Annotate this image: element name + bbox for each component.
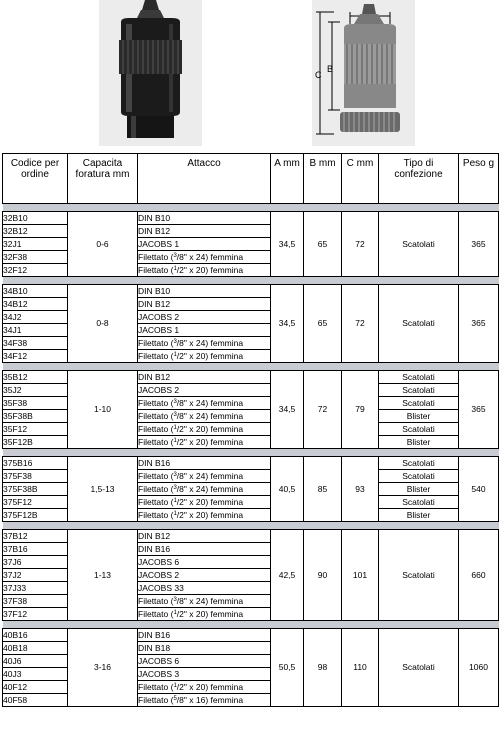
order-code: 40F58 (3, 694, 68, 707)
order-code: 37J33 (3, 582, 68, 595)
package-type-cell: Scatolati (379, 470, 459, 483)
attachment-cell: Filettato ($^3$/8" x 24) femmina (138, 410, 271, 423)
attachment-cell: Filettato ($^1$/2" x 20) femmina (138, 350, 271, 363)
order-code: 375F38B (3, 483, 68, 496)
attachment-cell: DIN B12 (138, 371, 271, 384)
weight-cell: 365 (459, 285, 499, 363)
attachment-cell: Filettato ($^1$/2" x 20) femmina (138, 681, 271, 694)
order-code: 32F38 (3, 251, 68, 264)
capacity-cell: 3-16 (68, 629, 138, 707)
attachment-cell: JACOBS 2 (138, 384, 271, 397)
order-code: 375F12 (3, 496, 68, 509)
attachment-cell: DIN B10 (138, 212, 271, 225)
table-row (3, 629, 499, 642)
table-row (3, 212, 499, 225)
attachment-cell: DIN B12 (138, 225, 271, 238)
header-codice: Codice per ordine (3, 154, 68, 204)
capacity-cell: 1,5-13 (68, 457, 138, 522)
dim-c-cell: 72 (342, 212, 379, 277)
package-type-cell: Scatolati (379, 530, 459, 621)
header-a: A mm (271, 154, 304, 204)
attachment-cell: DIN B18 (138, 642, 271, 655)
order-code: 375F38 (3, 470, 68, 483)
chuck-photo (99, 0, 202, 146)
attachment-cell: Filettato ($^1$/2" x 20) femmina (138, 496, 271, 509)
order-code: 40J3 (3, 668, 68, 681)
separator-cell (3, 204, 499, 212)
package-type-cell: Blister (379, 410, 459, 423)
dim-a-cell: 34,5 (271, 212, 304, 277)
table-body (3, 204, 499, 707)
order-code: 40J6 (3, 655, 68, 668)
attachment-cell: DIN B12 (138, 298, 271, 311)
table-row (3, 457, 499, 470)
separator-cell (3, 277, 499, 285)
attachment-cell: Filettato ($^3$/8" x 24) femmina (138, 470, 271, 483)
attachment-cell: JACOBS 2 (138, 311, 271, 324)
order-code: 40B16 (3, 629, 68, 642)
group-separator (3, 204, 499, 212)
group-separator (3, 363, 499, 371)
dimension-drawing (312, 0, 415, 146)
order-code: 375B16 (3, 457, 68, 470)
dim-c-cell: 101 (342, 530, 379, 621)
attachment-cell: JACOBS 2 (138, 569, 271, 582)
order-code: 35B12 (3, 371, 68, 384)
attachment-cell: DIN B12 (138, 530, 271, 543)
dim-a-cell: 42,5 (271, 530, 304, 621)
header-peso: Peso g (459, 154, 499, 204)
weight-cell: 365 (459, 371, 499, 449)
dim-c-cell: 93 (342, 457, 379, 522)
attachment-cell: Filettato ($^3$/8" x 24) femmina (138, 483, 271, 496)
dim-a-cell: 34,5 (271, 371, 304, 449)
attachment-cell: JACOBS 33 (138, 582, 271, 595)
attachment-cell: Filettato ($^1$/2" x 20) femmina (138, 436, 271, 449)
package-type-cell: Scatolati (379, 629, 459, 707)
order-code: 35F38 (3, 397, 68, 410)
attachment-cell: JACOBS 1 (138, 238, 271, 251)
attachment-cell: Filettato ($^1$/2" x 20) femmina (138, 423, 271, 436)
package-type-cell: Scatolati (379, 371, 459, 384)
attachment-cell: Filettato ($^3$/8" x 24) femmina (138, 595, 271, 608)
capacity-cell: 0-6 (68, 212, 138, 277)
order-code: 35F38B (3, 410, 68, 423)
dim-b-cell: 98 (304, 629, 342, 707)
order-code: 375F12B (3, 509, 68, 522)
table-row (3, 371, 499, 384)
order-code: 37J2 (3, 569, 68, 582)
attachment-cell: JACOBS 6 (138, 556, 271, 569)
package-type-cell: Scatolati (379, 496, 459, 509)
attachment-cell: Filettato ($^5$/8" x 16) femmina (138, 694, 271, 707)
order-code: 34B12 (3, 298, 68, 311)
dim-a-cell: 50,5 (271, 629, 304, 707)
separator-cell (3, 621, 499, 629)
order-code: 32B12 (3, 225, 68, 238)
table-header-row (3, 154, 499, 204)
header-capacita: Capacita foratura mm (68, 154, 138, 204)
attachment-cell: Filettato ($^3$/8" x 24) femmina (138, 251, 271, 264)
package-type-cell: Scatolati (379, 457, 459, 470)
order-code: 32J1 (3, 238, 68, 251)
dim-a-cell: 34,5 (271, 285, 304, 363)
weight-cell: 540 (459, 457, 499, 522)
order-code: 37J6 (3, 556, 68, 569)
order-code: 34F38 (3, 337, 68, 350)
dim-a-cell: 40,5 (271, 457, 304, 522)
separator-cell (3, 522, 499, 530)
order-code: 34J1 (3, 324, 68, 337)
attachment-cell: JACOBS 1 (138, 324, 271, 337)
table-row (3, 285, 499, 298)
product-images (0, 0, 500, 150)
dim-b-cell: 72 (304, 371, 342, 449)
header-b: B mm (304, 154, 342, 204)
dim-b-cell: 90 (304, 530, 342, 621)
chuck-dimension-illustration (312, 0, 415, 146)
label-c: C (315, 70, 322, 80)
package-type-cell: Scatolati (379, 212, 459, 277)
attachment-cell: DIN B16 (138, 629, 271, 642)
dim-c-cell: 110 (342, 629, 379, 707)
header-attacco: Attacco (138, 154, 271, 204)
spec-table (2, 153, 499, 707)
attachment-cell: Filettato ($^3$/8" x 24) femmina (138, 337, 271, 350)
order-code: 35J2 (3, 384, 68, 397)
package-type-cell: Blister (379, 436, 459, 449)
order-code: 32F12 (3, 264, 68, 277)
order-code: 34J2 (3, 311, 68, 324)
package-type-cell: Scatolati (379, 285, 459, 363)
group-separator (3, 522, 499, 530)
package-type-cell: Scatolati (379, 384, 459, 397)
order-code: 40B18 (3, 642, 68, 655)
package-type-cell: Blister (379, 509, 459, 522)
weight-cell: 365 (459, 212, 499, 277)
capacity-cell: 0-8 (68, 285, 138, 363)
attachment-cell: Filettato ($^1$/2" x 20) femmina (138, 608, 271, 621)
order-code: 35F12B (3, 436, 68, 449)
attachment-cell: Filettato ($^3$/8" x 24) femmina (138, 397, 271, 410)
package-type-cell: Scatolati (379, 423, 459, 436)
dim-b-cell: 85 (304, 457, 342, 522)
order-code: 34F12 (3, 350, 68, 363)
order-code: 37B12 (3, 530, 68, 543)
table-row (3, 530, 499, 543)
capacity-cell: 1-13 (68, 530, 138, 621)
order-code: 37F12 (3, 608, 68, 621)
dim-b-cell: 65 (304, 212, 342, 277)
attachment-cell: JACOBS 6 (138, 655, 271, 668)
order-code: 37F38 (3, 595, 68, 608)
order-code: 32B10 (3, 212, 68, 225)
attachment-cell: JACOBS 3 (138, 668, 271, 681)
label-b: B (327, 64, 334, 74)
order-code: 40F12 (3, 681, 68, 694)
group-separator (3, 277, 499, 285)
dim-c-cell: 72 (342, 285, 379, 363)
order-code: 37B16 (3, 543, 68, 556)
weight-cell: 660 (459, 530, 499, 621)
attachment-cell: DIN B16 (138, 457, 271, 470)
attachment-cell: Filettato ($^1$/2" x 20) femmina (138, 509, 271, 522)
attachment-cell: Filettato ($^1$/2" x 20) femmina (138, 264, 271, 277)
order-code: 35F12 (3, 423, 68, 436)
dim-b-cell: 65 (304, 285, 342, 363)
keyless-chuck-illustration (99, 0, 202, 146)
header-tipo: Tipo di confezione (379, 154, 459, 204)
attachment-cell: DIN B10 (138, 285, 271, 298)
order-code: 34B10 (3, 285, 68, 298)
separator-cell (3, 363, 499, 371)
separator-cell (3, 449, 499, 457)
header-c: C mm (342, 154, 379, 204)
package-type-cell: Scatolati (379, 397, 459, 410)
weight-cell: 1060 (459, 629, 499, 707)
attachment-cell: DIN B16 (138, 543, 271, 556)
capacity-cell: 1-10 (68, 371, 138, 449)
package-type-cell: Blister (379, 483, 459, 496)
dim-c-cell: 79 (342, 371, 379, 449)
group-separator (3, 449, 499, 457)
group-separator (3, 621, 499, 629)
